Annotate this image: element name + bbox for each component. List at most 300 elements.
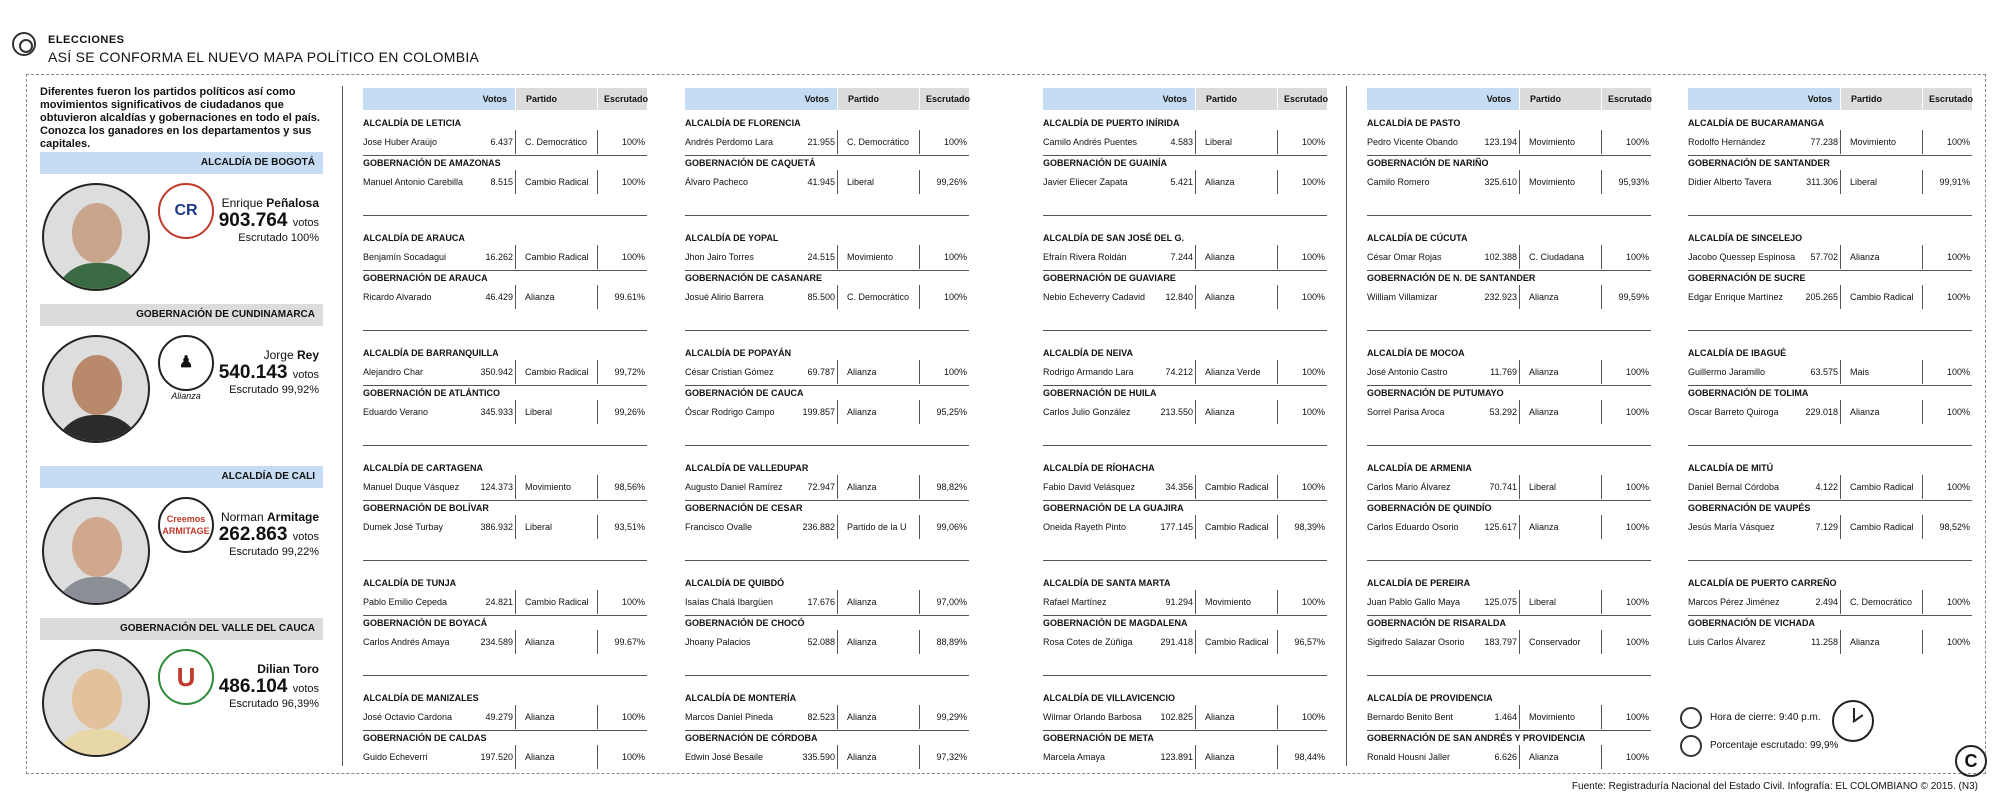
cell-divider <box>919 170 920 194</box>
cell-divider <box>919 515 920 539</box>
winner-name: Jhon Jairo Torres <box>685 252 754 262</box>
winner-party: Alianza <box>1850 252 1880 262</box>
office-label: ALCALDÍA DE CARTAGENA <box>363 463 483 473</box>
escrutado-pct: 100% <box>1946 637 1970 647</box>
winner-votes: 77.238 <box>1810 137 1838 147</box>
winner-party: Alianza <box>1850 637 1880 647</box>
office-label: GOBERNACIÓN DE HUILA <box>1043 388 1157 398</box>
escrutado-pct: 100% <box>621 252 645 262</box>
winner-votes: 6.437 <box>490 137 513 147</box>
office-label: ALCALDÍA DE PEREIRA <box>1367 578 1471 588</box>
winner-party: Mais <box>1850 367 1870 377</box>
escrutado-pct: 99,72% <box>614 367 645 377</box>
closing-time-text: Hora de cierre: 9:40 p.m. <box>1710 712 1821 723</box>
candidate-photo <box>42 335 150 443</box>
winner-party: Cambio Radical <box>525 597 589 607</box>
cell-divider <box>1195 515 1196 539</box>
winner-party: Alianza <box>1529 407 1559 417</box>
winner-party: Cambio Radical <box>525 252 589 262</box>
cell-divider <box>515 705 516 729</box>
result-row <box>1043 233 1327 273</box>
cell-divider <box>1922 360 1923 384</box>
result-row <box>363 618 647 658</box>
winner-votes: 85.500 <box>807 292 835 302</box>
winner-votes: 232.923 <box>1484 292 1517 302</box>
header-escrutado: Escrutado <box>919 88 969 110</box>
winner-votes: 24.515 <box>807 252 835 262</box>
result-row <box>1367 348 1651 388</box>
cell-divider <box>1922 400 1923 424</box>
escrutado-pct: 100% <box>1946 252 1970 262</box>
escrutado-pct: 100% <box>1946 597 1970 607</box>
office-label: ALCALDÍA DE FLORENCIA <box>685 118 801 128</box>
winner-name: Edwin José Besaile <box>685 752 764 762</box>
office-label: ALCALDÍA DE CÚCUTA <box>1367 233 1468 243</box>
winner-party: Cambio Radical <box>1850 292 1914 302</box>
group-separator <box>363 675 647 676</box>
cell-divider <box>1840 130 1841 154</box>
header-escrutado: Escrutado <box>1277 88 1327 110</box>
winner-party: Liberal <box>1529 482 1557 492</box>
winner-votes: 2.494 <box>1815 597 1838 607</box>
result-row <box>363 463 647 503</box>
office-label: GOBERNACIÓN DE CHOCÓ <box>685 618 805 628</box>
group-separator <box>1367 330 1651 331</box>
winner-party: Alianza <box>1529 292 1559 302</box>
escrutado-pct: 100% <box>1625 252 1649 262</box>
cell-divider <box>1601 590 1602 614</box>
cell-divider <box>1601 130 1602 154</box>
row-divider <box>1367 270 1651 271</box>
winner-name: Álvaro Pacheco <box>685 177 749 187</box>
winner-votes: 46.429 <box>485 292 513 302</box>
result-row <box>1688 233 1972 273</box>
cell-divider <box>837 475 838 499</box>
cell-divider <box>1840 245 1841 269</box>
escrutado-pct: 99,26% <box>936 177 967 187</box>
office-label: ALCALDÍA DE MOCOA <box>1367 348 1465 358</box>
winner-votes: 125.617 <box>1484 522 1517 532</box>
cell-divider <box>597 360 598 384</box>
group-separator <box>363 215 647 216</box>
cell-divider <box>1601 400 1602 424</box>
header-votos: Votos <box>1043 88 1195 110</box>
cell-divider <box>1195 630 1196 654</box>
result-row <box>1688 578 1972 618</box>
featured-band: ALCALDÍA DE BOGOTÁ <box>40 152 323 174</box>
office-label: GOBERNACIÓN DE NARIÑO <box>1367 158 1489 168</box>
group-separator <box>1688 560 1972 561</box>
cell-divider <box>1601 630 1602 654</box>
result-row <box>1688 348 1972 388</box>
cell-divider <box>1519 360 1520 384</box>
winner-party: Partido de la U <box>847 522 907 532</box>
header-partido: Partido <box>1840 88 1922 110</box>
cell-divider <box>919 475 920 499</box>
results-column <box>1688 88 1974 647</box>
row-divider <box>1043 730 1327 731</box>
winner-votes: 74.212 <box>1165 367 1193 377</box>
cell-divider <box>1519 170 1520 194</box>
winner-votes: 16.262 <box>485 252 513 262</box>
winner-votes: 102.388 <box>1484 252 1517 262</box>
group-separator <box>363 445 647 446</box>
winner-party: Alianza <box>1205 712 1235 722</box>
results-column <box>363 88 649 762</box>
party-logo: Creemos ARMITAGE <box>158 497 214 553</box>
votes-unit: votos <box>292 369 319 381</box>
cell-divider <box>597 705 598 729</box>
cell-divider <box>837 130 838 154</box>
winner-votes: 229.018 <box>1805 407 1838 417</box>
winner-votes: 311.306 <box>1806 177 1838 187</box>
winner-votes: 11.258 <box>1811 637 1838 647</box>
featured-band: GOBERNACIÓN DEL VALLE DEL CAUCA <box>40 618 323 640</box>
cell-divider <box>1922 515 1923 539</box>
winner-name: Benjamín Socadagui <box>363 252 447 262</box>
office-label: ALCALDÍA DE PROVIDENCIA <box>1367 693 1493 703</box>
result-row <box>1043 618 1327 658</box>
cell-divider <box>1277 475 1278 499</box>
winner-votes: 4.583 <box>1170 137 1193 147</box>
winner-party: Cambio Radical <box>1205 522 1269 532</box>
office-label: GOBERNACIÓN DE CESAR <box>685 503 803 513</box>
winner-votes: 345.933 <box>480 407 513 417</box>
row-divider <box>1688 500 1972 501</box>
escrutado-pct: 99,29% <box>936 712 967 722</box>
winner-name: Marcos Daniel Pineda <box>685 712 774 722</box>
result-row <box>363 118 647 158</box>
winner-name: Carlos Julio González <box>1043 407 1131 417</box>
candidate-votes: 540.143 <box>218 362 288 383</box>
winner-party: Alianza <box>847 482 877 492</box>
row-divider <box>685 730 969 731</box>
cell-divider <box>1519 475 1520 499</box>
escrutado-pct: 99,26% <box>614 407 645 417</box>
office-label: ALCALDÍA DE SANTA MARTA <box>1043 578 1171 588</box>
candidate-info <box>219 662 319 710</box>
winner-party: Alianza <box>1205 292 1235 302</box>
escrutado-pct: 100% <box>943 252 967 262</box>
winner-name: Rodolfo Hernández <box>1688 137 1766 147</box>
header-escrutado: Escrutado <box>1922 88 1972 110</box>
logo-icon <box>12 32 36 56</box>
winner-votes: 125.075 <box>1484 597 1517 607</box>
cell-divider <box>837 705 838 729</box>
winner-name: Efraín Rivera Roldán <box>1043 252 1127 262</box>
winner-party: Alianza <box>525 712 555 722</box>
winner-name: Rafael Martínez <box>1043 597 1107 607</box>
cell-divider <box>1277 285 1278 309</box>
result-row <box>1688 388 1972 428</box>
winner-party: Movimiento <box>1850 137 1897 147</box>
cell-divider <box>1519 705 1520 729</box>
header-votos: Votos <box>1688 88 1840 110</box>
winner-votes: 386.932 <box>480 522 513 532</box>
escrutado-pct: 100% <box>1301 137 1325 147</box>
cell-divider <box>1922 130 1923 154</box>
closing-time <box>1680 706 1960 734</box>
featured-valle <box>40 618 323 768</box>
result-row <box>1043 348 1327 388</box>
office-label: ALCALDÍA DE ARAUCA <box>363 233 465 243</box>
escrutado-pct: 98,52% <box>1939 522 1970 532</box>
office-label: ALCALDÍA DE MANIZALES <box>363 693 479 703</box>
result-row <box>363 693 647 733</box>
group-separator <box>1043 330 1327 331</box>
office-label: GOBERNACIÓN DE BOYACÁ <box>363 618 488 628</box>
result-row <box>363 503 647 543</box>
escrutado-pct: 100% <box>1625 637 1649 647</box>
party-logo: CR <box>158 183 214 239</box>
winner-party: Movimiento <box>1529 712 1576 722</box>
table-header <box>1367 88 1651 110</box>
winner-party: C. Ciudadana <box>1529 252 1585 262</box>
escrutado-pct: 100% <box>1301 712 1325 722</box>
votes-unit: votos <box>292 531 319 543</box>
candidate-photo <box>42 497 150 605</box>
header-kicker: ELECCIONES <box>48 34 125 46</box>
winner-votes: 291.418 <box>1160 637 1193 647</box>
winner-votes: 21.955 <box>807 137 835 147</box>
winner-name: Wilmar Orlando Barbosa <box>1043 712 1142 722</box>
row-divider <box>363 730 647 731</box>
winner-name: Guido Echeverri <box>363 752 428 762</box>
winner-name: Oneida Rayeth Pinto <box>1043 522 1127 532</box>
cell-divider <box>597 400 598 424</box>
row-divider <box>363 155 647 156</box>
winner-votes: 69.787 <box>807 367 835 377</box>
winner-votes: 24.821 <box>485 597 513 607</box>
winner-party: Alianza <box>847 597 877 607</box>
office-label: GOBERNACIÓN DE META <box>1043 733 1154 743</box>
group-separator <box>1043 560 1327 561</box>
winner-name: Sorrel Parisa Aroca <box>1367 407 1445 417</box>
office-label: ALCALDÍA DE MITÚ <box>1688 463 1774 473</box>
group-separator <box>363 560 647 561</box>
escrutado-pct: 98,56% <box>614 482 645 492</box>
result-row <box>363 273 647 313</box>
result-row <box>1367 158 1651 198</box>
winner-party: C. Democrático <box>847 137 910 147</box>
escrutado-pct: 100% <box>1301 407 1325 417</box>
office-label: ALCALDÍA DE SAN JOSÉ DEL G. <box>1043 233 1185 243</box>
result-row <box>1043 503 1327 543</box>
row-divider <box>1043 385 1327 386</box>
winner-votes: 236.882 <box>802 522 835 532</box>
winner-party: Alianza <box>847 637 877 647</box>
winner-party: Alianza <box>525 292 555 302</box>
cell-divider <box>919 285 920 309</box>
candidate-escrutado: Escrutado 96,39% <box>229 698 319 710</box>
office-label: GOBERNACIÓN DE ARAUCA <box>363 273 488 283</box>
counted-percentage <box>1680 734 1960 762</box>
winner-party: Movimiento <box>847 252 894 262</box>
cell-divider <box>1277 400 1278 424</box>
table-header <box>1688 88 1972 110</box>
winner-votes: 5.421 <box>1170 177 1193 187</box>
office-label: GOBERNACIÓN DE CASANARE <box>685 273 823 283</box>
row-divider <box>363 615 647 616</box>
cell-divider <box>1195 745 1196 769</box>
winner-party: Alianza <box>1529 522 1559 532</box>
result-row <box>363 348 647 388</box>
result-row <box>363 158 647 198</box>
result-row <box>1688 503 1972 543</box>
cell-divider <box>1519 515 1520 539</box>
escrutado-pct: 100% <box>621 137 645 147</box>
intro-text: Diferentes fueron los partidos políticos así como movimientos significativos de ciudadanos que obtuvieron alcaldías y gobernaciones en todo el país. Conozca los ganadores en los departamentos y sus capitales. <box>40 86 320 150</box>
result-row <box>685 388 969 428</box>
office-label: ALCALDÍA DE BUCARAMANGA <box>1688 118 1825 128</box>
winner-party: Liberal <box>847 177 875 187</box>
votes-unit: votos <box>292 217 319 229</box>
escrutado-pct: 99,91% <box>1939 177 1970 187</box>
header-partido: Partido <box>515 88 597 110</box>
row-divider <box>1688 270 1972 271</box>
candidate-votes: 262.863 <box>218 524 288 545</box>
office-label: GOBERNACIÓN DE GUAVIARE <box>1043 273 1176 283</box>
cell-divider <box>1922 245 1923 269</box>
table-header <box>363 88 647 110</box>
escrutado-pct: 95,93% <box>1618 177 1649 187</box>
office-label: GOBERNACIÓN DE SANTANDER <box>1688 158 1830 168</box>
winner-name: Marcela Amaya <box>1043 752 1106 762</box>
result-row <box>685 158 969 198</box>
cell-divider <box>597 475 598 499</box>
cell-divider <box>1519 590 1520 614</box>
featured-cundinamarca <box>40 304 323 454</box>
winner-votes: 7.129 <box>1815 522 1838 532</box>
escrutado-pct: 100% <box>1625 137 1649 147</box>
winner-party: Alianza <box>525 637 555 647</box>
office-label: ALCALDÍA DE SINCELEJO <box>1688 233 1803 243</box>
office-label: GOBERNACIÓN DE N. DE SANTANDER <box>1367 273 1536 283</box>
winner-name: Ronald Housni Jaller <box>1367 752 1451 762</box>
candidate-escrutado: Escrutado 100% <box>238 232 319 244</box>
office-label: GOBERNACIÓN DE PUTUMAYO <box>1367 388 1504 398</box>
cell-divider <box>1277 745 1278 769</box>
cell-divider <box>1195 245 1196 269</box>
office-label: ALCALDÍA DE VALLEDUPAR <box>685 463 809 473</box>
group-separator <box>685 215 969 216</box>
winner-party: Liberal <box>1850 177 1878 187</box>
cell-divider <box>1840 590 1841 614</box>
office-label: GOBERNACIÓN DE RISARALDA <box>1367 618 1507 628</box>
cell-divider <box>1601 475 1602 499</box>
row-divider <box>363 270 647 271</box>
cell-divider <box>919 590 920 614</box>
cell-divider <box>597 170 598 194</box>
escrutado-pct: 100% <box>943 137 967 147</box>
cell-divider <box>597 285 598 309</box>
results-column <box>1367 88 1653 762</box>
header-partido: Partido <box>1195 88 1277 110</box>
candidate-escrutado: Escrutado 99,92% <box>229 384 319 396</box>
winner-votes: 52.088 <box>807 637 835 647</box>
download-icon <box>1680 735 1702 757</box>
escrutado-pct: 100% <box>1946 292 1970 302</box>
escrutado-pct: 98,39% <box>1294 522 1325 532</box>
winner-votes: 7.244 <box>1170 252 1193 262</box>
winner-party: Movimiento <box>1529 177 1576 187</box>
result-row <box>363 388 647 428</box>
cell-divider <box>837 360 838 384</box>
cell-divider <box>1922 285 1923 309</box>
escrutado-pct: 100% <box>1625 407 1649 417</box>
table-header <box>1043 88 1327 110</box>
winner-name: Bernardo Benito Bent <box>1367 712 1454 722</box>
result-row <box>1367 618 1651 658</box>
group-separator <box>1688 445 1972 446</box>
office-label: GOBERNACIÓN DE SAN ANDRÉS Y PROVIDENCIA <box>1367 733 1586 743</box>
winner-votes: 34.356 <box>1165 482 1193 492</box>
candidate-first: Jorge <box>263 348 294 362</box>
winner-name: Edgar Enrique Martínez <box>1688 292 1784 302</box>
cell-divider <box>1922 475 1923 499</box>
cell-divider <box>515 130 516 154</box>
winner-votes: 72.947 <box>807 482 835 492</box>
winner-name: Manuel Antonio Carebilla <box>363 177 464 187</box>
winner-name: Jesús María Vásquez <box>1688 522 1775 532</box>
cell-divider <box>597 590 598 614</box>
winner-name: José Octavio Cardona <box>363 712 453 722</box>
winner-party: Liberal <box>525 522 553 532</box>
cell-divider <box>1277 705 1278 729</box>
office-label: GOBERNACIÓN DE AMAZONAS <box>363 158 501 168</box>
escrutado-pct: 100% <box>1625 712 1649 722</box>
office-label: ALCALDÍA DE MONTERÍA <box>685 693 797 703</box>
result-row <box>1043 733 1327 773</box>
winner-votes: 123.891 <box>1160 752 1193 762</box>
winner-votes: 11.769 <box>1490 367 1517 377</box>
cell-divider <box>1840 400 1841 424</box>
page-title: ASÍ SE CONFORMA EL NUEVO MAPA POLÍTICO EN COLOMBIA <box>48 49 480 65</box>
winner-votes: 6.626 <box>1494 752 1517 762</box>
candidate-first: Enrique <box>221 196 263 210</box>
office-label: GOBERNACIÓN DE BOLÍVAR <box>363 503 489 513</box>
winner-name: Francisco Ovalle <box>685 522 753 532</box>
cell-divider <box>515 360 516 384</box>
group-separator <box>685 675 969 676</box>
winner-votes: 205.265 <box>1805 292 1838 302</box>
escrutado-pct: 100% <box>621 597 645 607</box>
winner-party: Cambio Radical <box>525 177 589 187</box>
winner-name: Juan Pablo Gallo Maya <box>1367 597 1461 607</box>
cell-divider <box>1277 590 1278 614</box>
cell-divider <box>1840 515 1841 539</box>
cell-divider <box>1601 745 1602 769</box>
escrutado-pct: 96,57% <box>1294 637 1325 647</box>
winner-name: José Antonio Castro <box>1367 367 1448 377</box>
escrutado-pct: 88,89% <box>936 637 967 647</box>
result-row <box>685 233 969 273</box>
office-label: GOBERNACIÓN DE CÓRDOBA <box>685 733 818 743</box>
office-label: ALCALDÍA DE NEIVA <box>1043 348 1133 358</box>
candidate-votes: 903.764 <box>218 210 288 231</box>
winner-party: Cambio Radical <box>1205 637 1269 647</box>
winner-party: Liberal <box>525 407 553 417</box>
cell-divider <box>1840 630 1841 654</box>
featured-cali <box>40 466 323 616</box>
escrutado-pct: 99.67% <box>614 637 645 647</box>
row-divider <box>363 385 647 386</box>
counted-percentage-text: Porcentaje escrutado: 99,9% <box>1710 740 1839 751</box>
escrutado-pct: 100% <box>621 752 645 762</box>
winner-party: Alianza <box>1205 177 1235 187</box>
winner-party: C. Democrático <box>525 137 588 147</box>
row-divider <box>685 500 969 501</box>
